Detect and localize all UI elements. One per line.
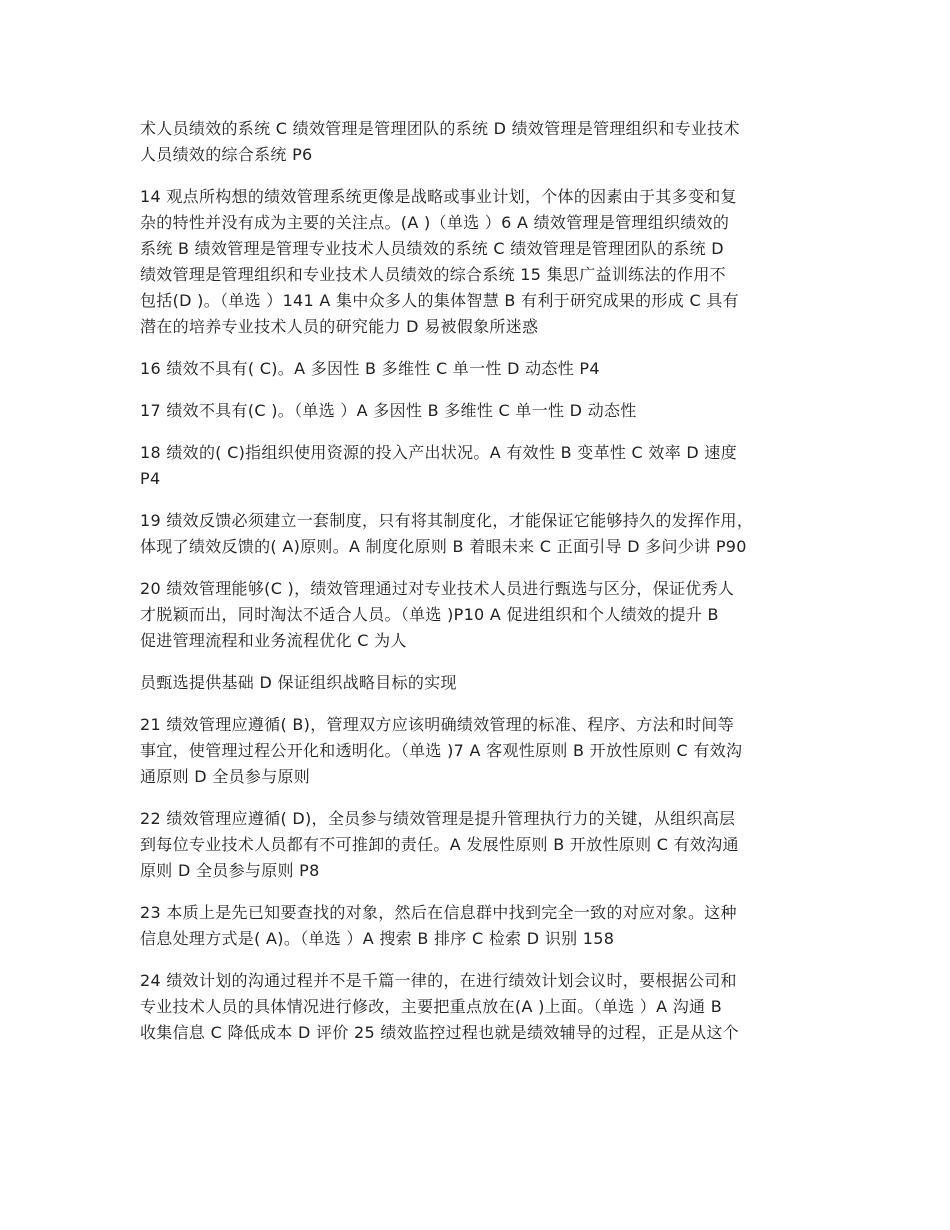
text-line: 24 绩效计划的沟通过程并不是千篇一律的，在进行绩效计划会议时，要根据公司和 (140, 971, 737, 990)
text-line: 员甄选提供基础 D 保证组织战略目标的实现 (140, 673, 457, 692)
paragraph-question-19 (140, 508, 840, 560)
paragraph-question-20-continued (140, 670, 840, 696)
paragraph-question-18 (140, 440, 840, 492)
text-line: 术人员绩效的系统 C 绩效管理是管理团队的系统 D 绩效管理是管理组织和专业技术 (140, 119, 740, 138)
text-line: 绩效管理是管理组织和专业技术人员绩效的综合系统 15 集思广益训练法的作用不 (140, 265, 726, 284)
text-line: 信息处理方式是( A)。（单选 ）A 搜索 B 排序 C 检索 D 识别 158 (140, 929, 615, 948)
document-body (140, 116, 840, 1062)
paragraph-question-21 (140, 712, 840, 790)
paragraph-question-17 (140, 398, 840, 424)
text-line: 14 观点所构想的绩效管理系统更像是战略或事业计划，个体的因素由于其多变和复 (140, 187, 737, 206)
text-line: 专业技术人员的具体情况进行修改，主要把重点放在(A )上面。（单选 ）A 沟通 B (140, 997, 722, 1016)
text-line: 20 绩效管理能够(C )，绩效管理通过对专业技术人员进行甄选与区分，保证优秀人 (140, 579, 735, 598)
text-line: 23 本质上是先已知要查找的对象，然后在信息群中找到完全一致的对应对象。这种 (140, 903, 737, 922)
text-line: 才脱颖而出，同时淘汰不适合人员。（单选 )P10 A 促进组织和个人绩效的提升 B (140, 605, 719, 624)
text-line: 潜在的培养专业技术人员的研究能力 D 易被假象所迷惑 (140, 317, 539, 336)
text-line: P4 (140, 469, 161, 488)
text-line: 包括(D )。（单选 ）141 A 集中众多人的集体智慧 B 有利于研究成果的形成 C 具有 (140, 291, 739, 310)
paragraph-question-16 (140, 356, 840, 382)
text-line: 22 绩效管理应遵循( D)，全员参与绩效管理是提升管理执行力的关键，从组织高层 (140, 809, 736, 828)
text-line: 16 绩效不具有( C)。A 多因性 B 多维性 C 单一性 D 动态性 P4 (140, 359, 600, 378)
paragraph-question-23 (140, 900, 840, 952)
text-line: 到每位专业技术人员都有不可推卸的责任。A 发展性原则 B 开放性原则 C 有效沟通 (140, 835, 739, 854)
text-line: 18 绩效的( C)指组织使用资源的投入产出状况。A 有效性 B 变革性 C 效率 D 速度 (140, 443, 738, 462)
text-line: 系统 B 绩效管理是管理专业技术人员绩效的系统 C 绩效管理是管理团队的系统 D (140, 239, 724, 258)
text-line: 21 绩效管理应遵循( B)，管理双方应该明确绩效管理的标准、程序、方法和时间等 (140, 715, 734, 734)
text-line: 人员绩效的综合系统 P6 (140, 145, 313, 164)
text-line: 19 绩效反馈必须建立一套制度，只有将其制度化，才能保证它能够持久的发挥作用， (140, 511, 754, 530)
paragraph-question-24 (140, 968, 840, 1046)
paragraph-question-20 (140, 576, 840, 654)
text-line: 原则 D 全员参与原则 P8 (140, 861, 320, 880)
text-line: 事宜，使管理过程公开化和透明化。（单选 )7 A 客观性原则 B 开放性原则 C 有效沟 (140, 741, 743, 760)
text-line: 体现了绩效反馈的( A)原则。A 制度化原则 B 着眼未来 C 正面引导 D 多问少讲 P90 (140, 537, 747, 556)
text-line: 促进管理流程和业务流程优化 C 为人 (140, 631, 407, 650)
paragraph-question-14 (140, 184, 840, 340)
text-line: 通原则 D 全员参与原则 (140, 767, 311, 786)
text-line: 杂的特性并没有成为主要的关注点。(A )（单选 ）6 A 绩效管理是管理组织绩效的 (140, 213, 730, 232)
text-line: 17 绩效不具有(C )。（单选 ）A 多因性 B 多维性 C 单一性 D 动态性 (140, 401, 637, 420)
text-line: 收集信息 C 降低成本 D 评价 25 绩效监控过程也就是绩效辅导的过程，正是从这个 (140, 1023, 739, 1042)
paragraph-0 (140, 116, 840, 168)
paragraph-question-22 (140, 806, 840, 884)
